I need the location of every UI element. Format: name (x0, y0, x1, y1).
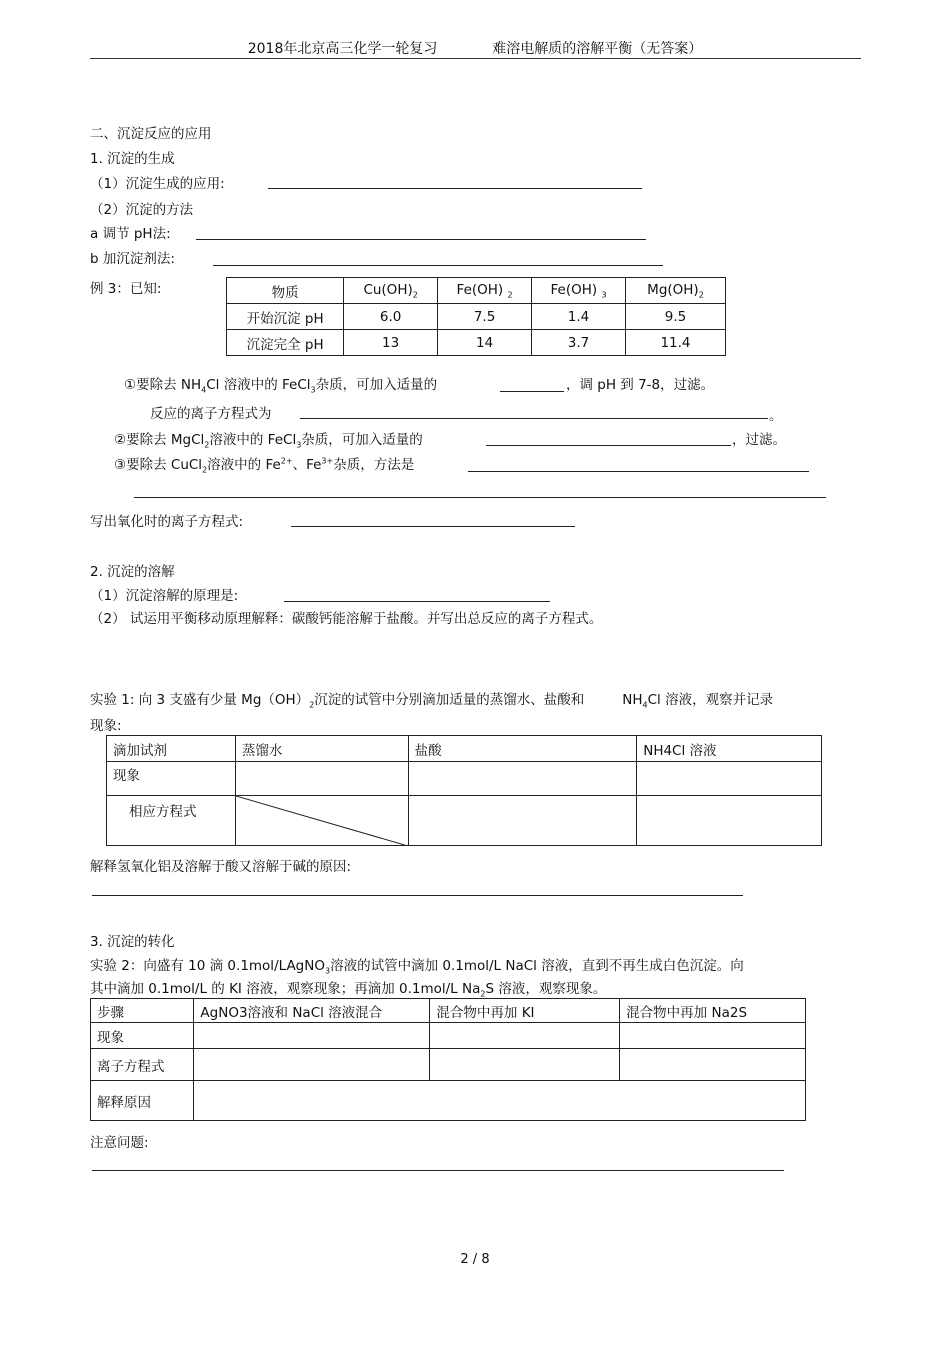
table-cell (625, 278, 725, 304)
table-row (227, 330, 726, 356)
table-header-row (227, 278, 726, 304)
table-cell: 6.0 (344, 304, 438, 330)
subscript: 4 (642, 700, 648, 710)
answer-blank[interactable] (291, 526, 575, 527)
table-cell: 离子方程式 (91, 1049, 194, 1081)
answer-blank[interactable] (213, 265, 663, 266)
table-cell: 13 (344, 330, 438, 356)
superscript: 3+ (321, 456, 334, 466)
answer-blank[interactable] (92, 895, 743, 896)
answer-blank[interactable] (134, 497, 826, 498)
text-fragment: 杂质，可加入适量的 (315, 377, 438, 393)
table-cell: 解释原因 (91, 1081, 194, 1121)
subscript: 2 (202, 465, 208, 475)
question-circle-3 (114, 453, 414, 475)
question-2-1: （1）沉淀溶解的原理是: (90, 588, 239, 604)
table-cell: 混合物中再加 KI (430, 999, 620, 1023)
answer-blank[interactable] (196, 239, 646, 240)
table-cell-text: Fe(OH) (456, 281, 504, 298)
experiment-1-line2: 现象: (90, 718, 122, 734)
table-cell: 1.4 (532, 304, 626, 330)
page-header (0, 38, 950, 58)
question-circle-2-tail: ，过滤。 (732, 432, 786, 448)
text-fragment: 实验 2：向盛有 10 滴 0.1mol/LAgNO (90, 958, 325, 974)
table-cell: 7.5 (438, 304, 532, 330)
answer-blank[interactable] (486, 445, 731, 446)
table-cell: 蒸馏水 (235, 736, 408, 762)
question-1-1: （1）沉淀生成的应用: (90, 176, 225, 192)
experiment-2-line1 (90, 954, 744, 976)
table-cell-text: Fe(OH) (550, 281, 598, 298)
question-2-2: （2） 试运用平衡移动原理解释：碳酸钙能溶解于盐酸。并写出总反应的离子方程式。 (90, 611, 603, 627)
table-cell: 9.5 (625, 304, 725, 330)
subsection-3-title: 3. 沉淀的转化 (90, 934, 175, 950)
subscript: 2 (412, 290, 418, 300)
table-header-row (107, 736, 822, 762)
subsection-2-title: 2. 沉淀的溶解 (90, 564, 175, 580)
answer-cell[interactable] (430, 1023, 620, 1049)
table-cell: 相应方程式 (107, 796, 236, 846)
answer-cell[interactable] (235, 762, 408, 796)
table-cell: NH4Cl 溶液 (637, 736, 822, 762)
table-cell: 步骤 (91, 999, 194, 1023)
section-heading: 二、沉淀反应的应用 (90, 126, 212, 142)
table-cell-text: Mg(OH) (647, 281, 699, 298)
subsection-1-title: 1. 沉淀的生成 (90, 151, 175, 167)
method-a: a 调节 pH法: (90, 226, 171, 242)
header-title-left: 2018年北京高三化学一轮复习 (247, 41, 438, 57)
text-fragment: ①要除去 NH (124, 377, 202, 393)
subscript: 2 (204, 440, 210, 450)
ionic-equation-label: 反应的离子方程式为 (150, 406, 272, 422)
subscript: 2 (480, 989, 486, 999)
experiment-1-table (106, 735, 822, 846)
table-cell: AgNO3溶液和 NaCl 溶液混合 (194, 999, 430, 1023)
subscript: 2 (507, 290, 513, 300)
text-fragment: 溶液中的 Fe (207, 457, 281, 473)
experiment-2-line2 (90, 977, 606, 999)
answer-cell[interactable] (430, 1049, 620, 1081)
ph-table (226, 277, 726, 356)
table-row (91, 1081, 806, 1121)
subscript: 3 (324, 966, 331, 976)
text-fragment: 杂质，方法是 (333, 457, 415, 473)
table-cell (532, 278, 626, 304)
table-row (91, 1023, 806, 1049)
question-circle-2 (114, 428, 423, 450)
page-number: 2 / 8 (460, 1252, 490, 1267)
answer-cell[interactable] (408, 796, 637, 846)
diagonal-line (236, 796, 408, 846)
table-header-row (91, 999, 806, 1023)
table-row (107, 796, 822, 846)
example-3-label: 例 3：已知: (90, 281, 162, 297)
answer-blank[interactable] (268, 188, 642, 189)
header-rule (90, 58, 861, 59)
answer-cell[interactable] (408, 762, 637, 796)
experiment-2-table (90, 998, 806, 1121)
table-cell: 盐酸 (408, 736, 637, 762)
answer-cell[interactable] (194, 1023, 430, 1049)
diagonal-cell (235, 796, 408, 846)
text-fragment: 溶液中的 FeCl (209, 432, 297, 448)
table-cell: 沉淀完全 pH (227, 330, 344, 356)
text-fragment: Cl 溶液，观察并记录 (647, 692, 774, 708)
table-cell (344, 278, 438, 304)
text-fragment: ②要除去 MgCl (114, 432, 205, 448)
header-title-right: 难溶电解质的溶解平衡（无答案） (492, 41, 703, 57)
question-circle-1 (124, 373, 437, 395)
table-cell: 物质 (227, 278, 344, 304)
text-fragment: 沉淀的试管中分别滴加适量的蒸馏水、盐酸和 (314, 692, 585, 708)
superscript: 2+ (280, 456, 293, 466)
subscript: 3 (310, 385, 316, 395)
subscript: 2 (309, 700, 315, 710)
table-row (107, 762, 822, 796)
answer-blank[interactable] (468, 471, 809, 472)
method-b: b 加沉淀剂法: (90, 251, 175, 267)
table-cell-text: Cu(OH) (363, 281, 413, 298)
text-fragment: 其中滴加 0.1mol/L 的 KI 溶液，观察现象；再滴加 0.1mol/L Na (90, 981, 481, 997)
notes-label: 注意问题: (90, 1135, 149, 1151)
answer-cell[interactable] (637, 796, 822, 846)
question-1-2: （2）沉淀的方法 (90, 202, 194, 218)
text-fragment: Cl 溶液中的 FeCl (206, 377, 311, 393)
table-cell[interactable]: 现象 (107, 762, 236, 796)
subscript: 3 (296, 440, 302, 450)
text-fragment: 实验 1: 向 3 支盛有少量 Mg（OH） (90, 692, 310, 708)
table-cell (438, 278, 532, 304)
answer-cell[interactable] (620, 1023, 806, 1049)
subscript: 3 (601, 290, 607, 300)
table-cell: 3.7 (532, 330, 626, 356)
table-cell: 开始沉淀 pH (227, 304, 344, 330)
explain-label: 解释氢氧化铝及溶解于酸又溶解于碱的原因: (90, 859, 352, 875)
text-fragment: NH (622, 692, 643, 708)
text-fragment: S 溶液，观察现象。 (485, 981, 607, 997)
question-circle-1-tail: ，调 pH 到 7-8，过滤。 (566, 377, 715, 393)
text-fragment: 、Fe (292, 457, 322, 473)
subscript: 4 (201, 385, 207, 395)
answer-cell[interactable] (620, 1049, 806, 1081)
table-row (91, 1049, 806, 1081)
text-fragment: 溶液的试管中滴加 0.1mol/L NaCl 溶液，直到不再生成白色沉淀。向 (330, 958, 744, 974)
text-fragment: 杂质，可加入适量的 (301, 432, 423, 448)
answer-blank[interactable] (284, 601, 550, 602)
table-cell: 现象 (91, 1023, 194, 1049)
answer-cell[interactable] (194, 1081, 806, 1121)
table-cell: 混合物中再加 Na2S (620, 999, 806, 1023)
table-cell: 11.4 (625, 330, 725, 356)
subscript: 2 (698, 290, 704, 300)
table-row (227, 304, 726, 330)
text-fragment: ③要除去 CuCl (114, 457, 203, 473)
experiment-1-line1 (90, 688, 773, 710)
period: 。 (769, 408, 783, 424)
table-cell: 14 (438, 330, 532, 356)
answer-blank[interactable] (92, 1170, 784, 1171)
answer-blank[interactable] (300, 418, 768, 419)
answer-cell[interactable] (637, 762, 822, 796)
table-cell: 滴加试剂 (107, 736, 236, 762)
oxidation-equation-label: 写出氧化时的离子方程式: (90, 514, 244, 530)
answer-cell[interactable] (194, 1049, 430, 1081)
answer-blank[interactable] (500, 391, 564, 392)
